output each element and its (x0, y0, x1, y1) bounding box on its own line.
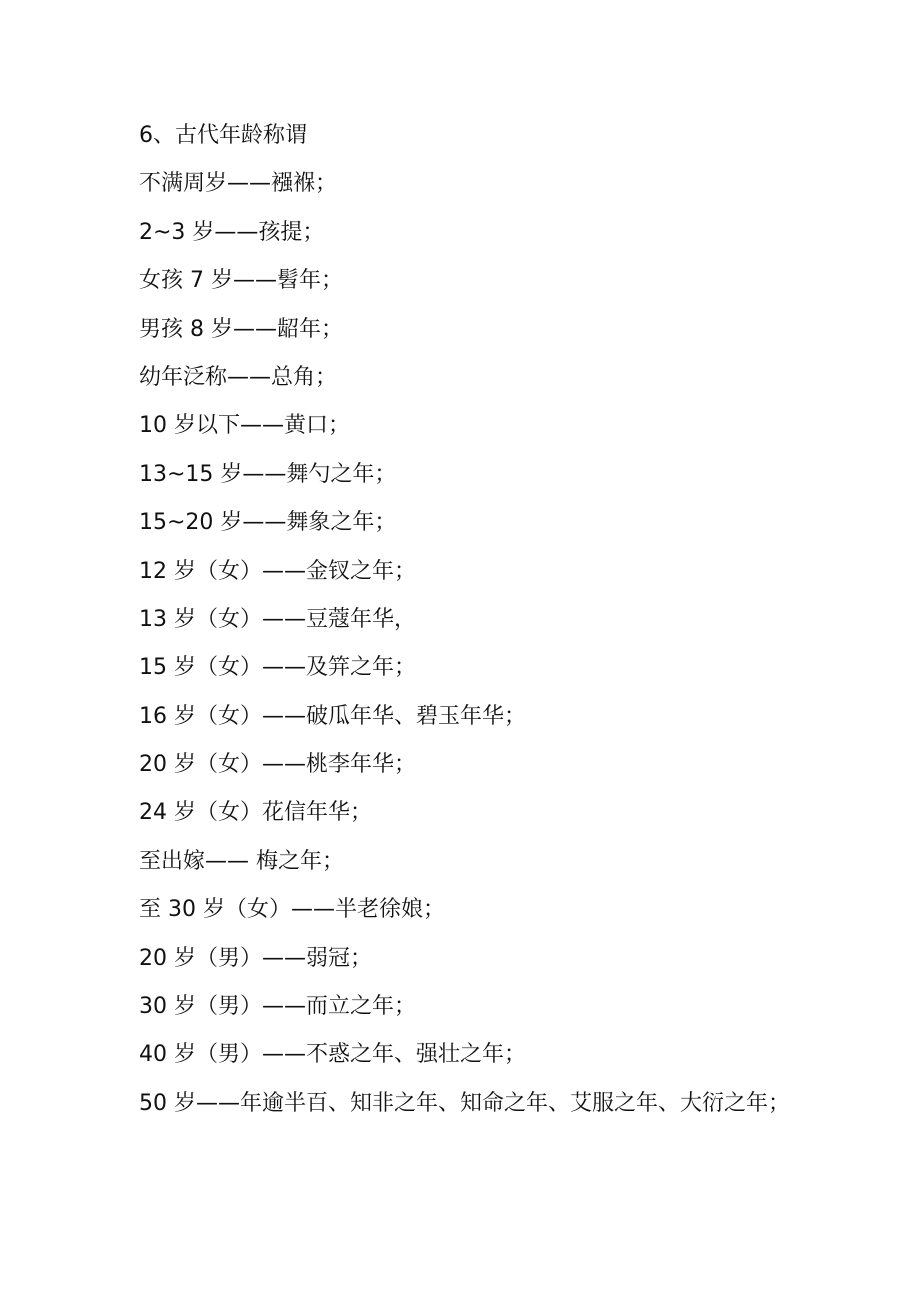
text-line: 16 岁（女）——破瓜年华、碧玉年华； (139, 703, 526, 729)
text-line: 15~20 岁——舞象之年； (139, 510, 397, 536)
text-line: 15 岁（女）——及笄之年； (139, 655, 416, 681)
text-line: 不满周岁——襁褓； (139, 171, 338, 197)
document-body (139, 112, 799, 1128)
section-title: 6、古代年龄称谓 (139, 123, 307, 148)
text-line: 12 岁（女）——金钗之年； (139, 558, 416, 584)
text-line: 50 岁——年逾半百、知非之年、知命之年、艾服之年、大衍之年； (139, 1090, 790, 1116)
text-line: 24 岁（女）花信年华； (139, 800, 372, 826)
text-line: 13~15 岁——舞勺之年； (139, 461, 397, 487)
text-line: 男孩 8 岁——龆年； (139, 316, 343, 342)
text-line: 至 30 岁（女）——半老徐娘； (139, 897, 445, 923)
text-line: 20 岁（女）——桃李年华； (139, 752, 416, 778)
text-line: 女孩 7 岁——髫年； (139, 268, 343, 294)
text-line: 30 岁（男）——而立之年； (139, 994, 416, 1020)
text-line: 至出嫁—— 梅之年； (139, 848, 344, 874)
text-line: 2~3 岁——孩提； (139, 219, 325, 245)
text-line: 幼年泛称——总角； (139, 364, 338, 390)
text-line: 40 岁（男）——不惑之年、强壮之年； (139, 1042, 526, 1068)
text-line: 10 岁以下——黄口； (139, 413, 350, 439)
text-line: 13 岁（女）——豆蔻年华， (139, 606, 416, 632)
text-line: 20 岁（男）——弱冠； (139, 945, 372, 971)
